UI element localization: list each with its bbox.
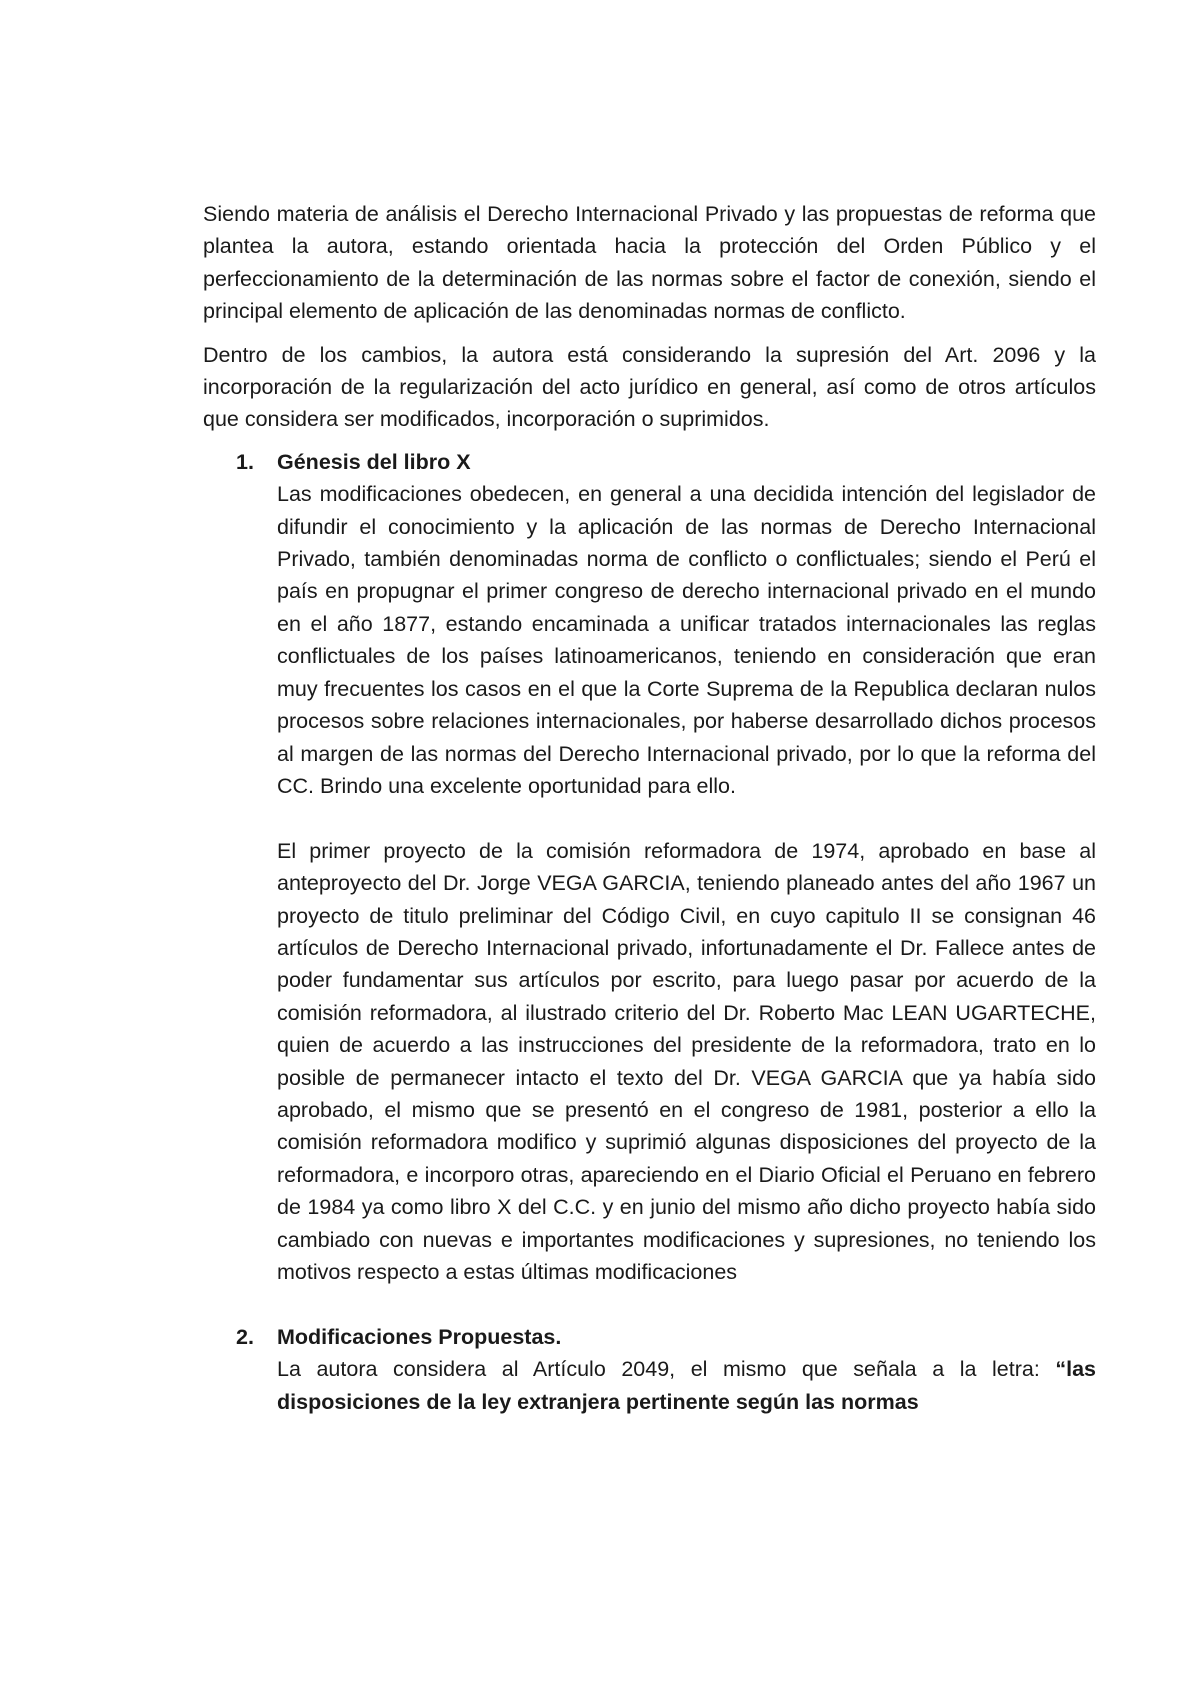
intro-paragraph-1: Siendo materia de análisis el Derecho Internacional Privado y las propuestas de reforma que plantea la autora, estando orientada hacia la protección del Orden Público y el perfeccionamiento de la determinación de las normas sobre el factor de conexión, siendo el principal elemento de aplicación de las denominadas normas de conflicto. [203,202,1096,324]
section-paragraph [277,1353,1096,1418]
paragraph-spacer [277,1288,1096,1320]
section-modificaciones [203,1321,1096,1418]
document-body [203,198,1096,1418]
section-title: Modificaciones Propuestas. [277,1324,562,1349]
paragraph-text: La autora considera al Artículo 2049, el mismo que señala a la letra: [277,1357,1056,1382]
section-genesis [203,446,1096,1321]
intro-paragraph-2: Dentro de los cambios, la autora está considerando la supresión del Art. 2096 y la incorporación de la regularización del acto jurídico en general, así como de otros artículos que considera ser modificados, incorporación o suprimidos. [203,342,1096,432]
section-paragraph: Las modificaciones obedecen, en general a una decidida intención del legislador de difundir el conocimiento y la aplicación de las normas de Derecho Internacional Privado, también denominadas norma de conflicto o conflictuales; siendo el Perú el país en propugnar el primer congreso de derecho internacional privado en el mundo en el año 1877, estando encaminada a unificar tratados internacionales las reglas conflictuales de los países latinoamericanos, teniendo en consideración que eran muy frecuentes los casos en el que la Corte Suprema de la Republica declaran nulos procesos sobre relaciones internacionales, por haberse desarrollado dichos procesos al margen de las normas del Derecho Internacional privado, por lo que la reforma del CC. Brindo una excelente oportunidad para ello. [277,482,1096,798]
section-title: Génesis del libro X [277,449,471,474]
section-number: 1. [236,449,254,474]
quoted-article-text: “las disposiciones de la ley extranjera pertinente según las normas [277,1357,1096,1414]
section-number: 2. [236,1324,254,1349]
section-paragraph: El primer proyecto de la comisión reformadora de 1974, aprobado en base al anteproyecto del Dr. Jorge VEGA GARCIA, teniendo planeado antes del año 1967 un proyecto de titulo preliminar del Código Civil, en cuyo capitulo II se consignan 46 artículos de Derecho Internacional privado, infortunadamente el Dr. Fallece antes de poder fundamentar sus artículos por escrito, para luego pasar por acuerdo de la comisión reformadora, al ilustrado criterio del Dr. Roberto Mac LEAN UGARTECHE, quien de acuerdo a las instrucciones del presidente de la reformadora, trato en lo posible de permanecer intacto el texto del Dr. VEGA GARCIA que ya había sido aprobado, el mismo que se presentó en el congreso de 1981, posterior a ello la comisión reformadora modifico y suprimió algunas disposiciones del proyecto de la reformadora, e incorporo otras, apareciendo en el Diario Oficial el Peruano en febrero de 1984 ya como libro X del C.C. y en junio del mismo año dicho proyecto había sido cambiado con nuevas e importantes modificaciones y supresiones, no teniendo los motivos respecto a estas últimas modificaciones [277,838,1096,1284]
paragraph-spacer [277,802,1096,834]
